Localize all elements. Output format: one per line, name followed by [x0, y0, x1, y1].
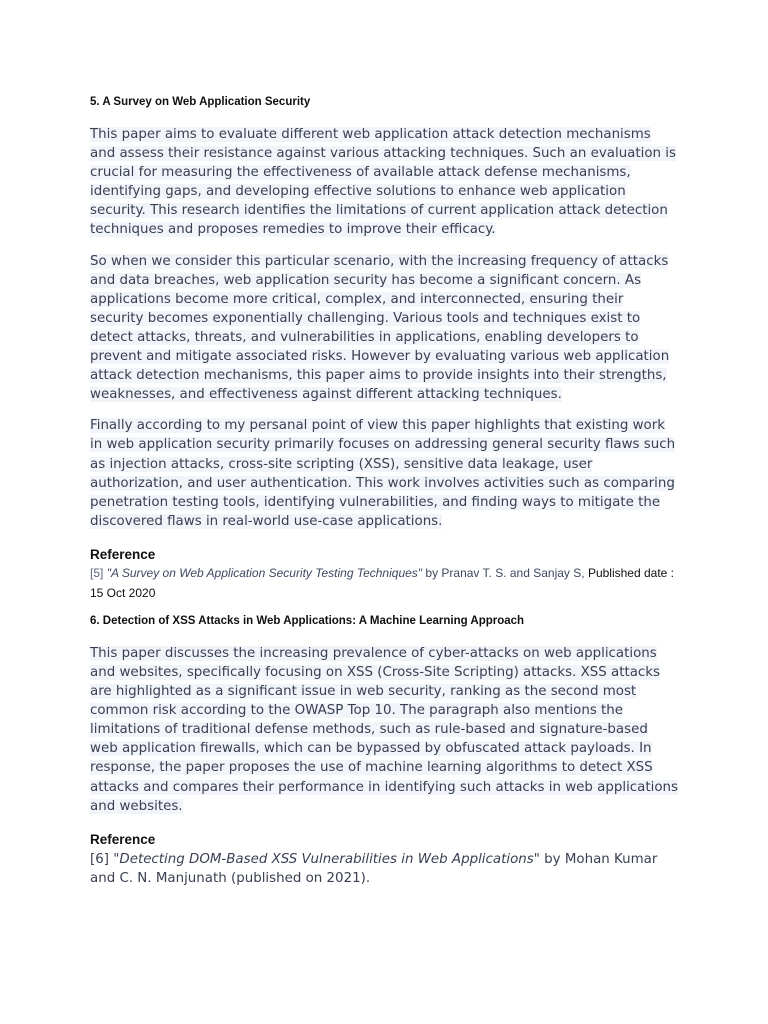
- section-6-reference-heading: Reference: [90, 831, 156, 847]
- paragraph-text: This paper discusses the increasing prevalence of cyber-attacks on web applications and websites, specifically focusing on XSS (Cross-Site Scripting) attacks. XSS attacks are highlighted as a significant issue in web security, ranking as the second most common risk according to the OWASP Top 10. The paragraph also mentions the limitations of traditional defense methods, such as rule-based and signature-based web application firewalls, which can be bypassed by obfuscated attack payloads. In response, the paper proposes the use of machine learning algorithms to detect XSS attacks and compares their performance in identifying such attacks in web applications and websites.: [90, 645, 678, 814]
- reference-title: "A Survey on Web Application Security Testing Techniques": [106, 565, 423, 580]
- paragraph-text: Finally according to my persanal point of view this paper highlights that existing work in web application security primarily focuses on addressing general security flaws such as injection attacks, cross-site scripting (XSS), sensitive data leakage, user authorization, and user authentication. This work involves activities such as comparing penetration testing tools, identifying vulnerabilities, and finding ways to mitigate the discovered flaws in real-world use-case applications.: [90, 418, 676, 529]
- reference-quote-close: ": [533, 851, 540, 867]
- reference-authors: by Pranav T. S. and Sanjay S,: [422, 565, 585, 580]
- section-5-heading: 5. A Survey on Web Application Security: [90, 96, 311, 108]
- paragraph-text: This paper aims to evaluate different web application attack detection mechanisms and assess their resistance against various attacking techniques. Such an evaluation is crucial for measuring the effectiveness of available attack defense mechanisms, identifying gaps, and developing effective solutions to enhance web application security. This research identifies the limitations of current application attack detection techniques and proposes remedies to improve their efficacy.: [90, 127, 676, 238]
- reference-published-date: Published date : 15 Oct 2020: [90, 565, 675, 600]
- section-5-paragraph-2: [90, 252, 678, 405]
- section-5-paragraph-3: [90, 416, 678, 531]
- reference-authors: by Mohan Kumar and C. N. Manjunath (published on 2021).: [90, 851, 658, 886]
- spacer: [90, 603, 678, 613]
- reference-title: Detecting DOM-Based XSS Vulnerabilities in Web Applications: [119, 851, 534, 867]
- section-5-paragraph-1: [90, 125, 678, 240]
- section-5-reference-entry: [90, 563, 678, 603]
- paragraph-text: So when we consider this particular scenario, with the increasing frequency of attacks and data breaches, web application security has become a significant concern. As applications become more critical, complex, and interconnected, ensuring their security becomes exponentially challenging. Various tools and techniques exist to detect attacks, threats, and vulnerabilities in applications, enabling developers to prevent and mitigate associated risks. However by evaluating various web application attack detection mechanisms, this paper aims to provide insights into their strengths, weaknesses, and effectiveness against different attacking techniques.: [90, 253, 670, 403]
- section-6-reference-entry: [90, 850, 678, 888]
- reference-number: [6]: [90, 851, 109, 867]
- section-5-reference-heading: Reference: [90, 546, 156, 562]
- section-6-heading: 6. Detection of XSS Attacks in Web Applications: A Machine Learning Approach: [90, 614, 525, 627]
- reference-number: [5]: [90, 565, 104, 580]
- reference-quote-open: ": [108, 851, 120, 867]
- section-6-paragraph-1: [90, 644, 678, 816]
